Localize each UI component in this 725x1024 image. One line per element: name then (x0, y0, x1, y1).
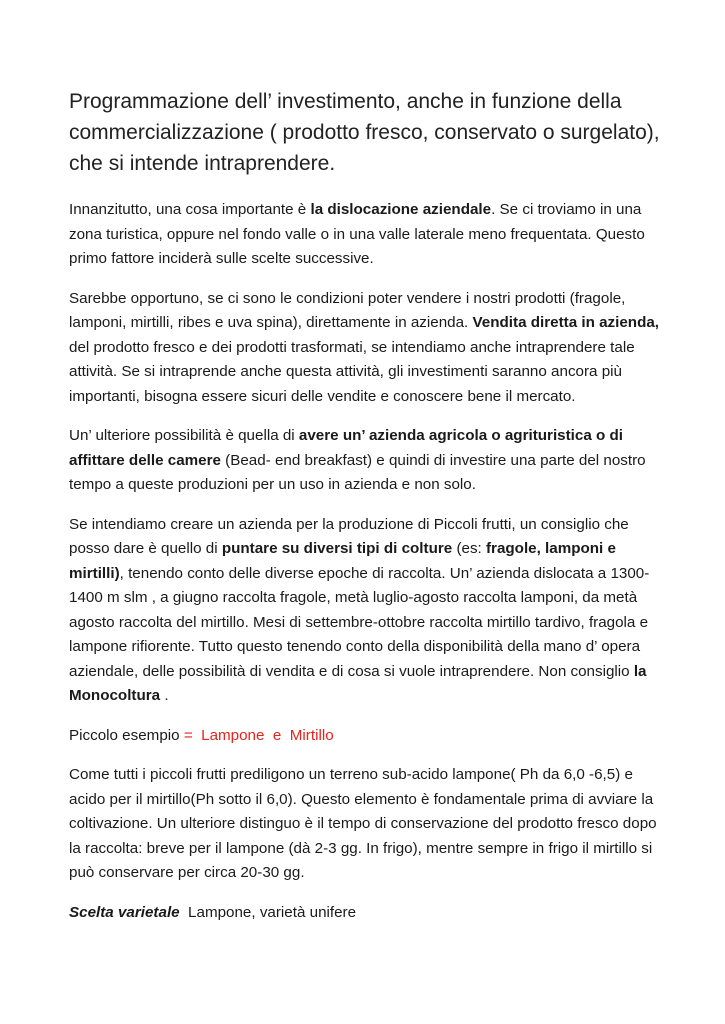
paragraph-colture (69, 513, 669, 709)
text-span: Se intendiamo creare un azienda per la produzione di Piccoli frutti, un consiglio che posso dare è quello di (69, 515, 629, 557)
bold-span: avere un’ azienda agricola o agrituristica o di affittare delle camere (69, 427, 624, 469)
bold-span: la Monocoltura (69, 662, 647, 704)
document-title: Programmazione dell’ investimento, anche in funzione della commercializzazione ( prodotto fresco, conservato o surgelato), che si intende intraprendere. (69, 90, 660, 175)
text-span: , tenendo conto delle diverse epoche di raccolta. Un’ azienda dislocata a 1300-1400 m slm , a giugno raccolta fragole, metà luglio-agosto raccolta lamponi, da metà agosto raccolta del mirtillo. Mesi di settembre-ottobre raccolta mirtillo tardivo, fragola e lampone rifiorente. Tutto questo tenendo conto della disponibilità della mano d’ opera aziendale, delle possibilità di vendita e di cosa si vuole intraprendere. Non consiglio (69, 564, 650, 680)
text-span: del prodotto fresco e dei prodotti trasformati, se intendiamo anche intraprendere tale attività. Se si intraprende anche questa attività, gli investimenti saranno ancora più importanti, bisogna essere sicuri delle vendite e conoscere bene il mercato. (69, 338, 635, 405)
bold-span: Vendita diretta in azienda, (472, 314, 660, 331)
bold-italic-span: Scelta varietale (69, 903, 180, 921)
text-span: Innanzitutto, una cosa importante è (69, 201, 311, 218)
text-span: (Bead- end breakfast) e quindi di investire una parte del nostro tempo a queste produzioni per un uso in azienda e non solo. (69, 451, 646, 493)
text-span: Lampone, varietà unifere (179, 903, 357, 921)
text-span: Piccolo esempio (69, 726, 184, 744)
highlighted-example: = Lampone e Mirtillo (183, 726, 334, 744)
paragraph-esempio (69, 724, 669, 749)
text-span: Un’ ulteriore possibilità è quella di (69, 427, 299, 444)
bold-span: fragole, lamponi e mirtilli) (69, 540, 616, 582)
text-span: Sarebbe opportuno, se ci sono le condizioni poter vendere i nostri prodotti (fragole, lamponi, mirtilli, ribes e uva spina), direttamente in azienda. (69, 289, 626, 331)
text-span: (es: (452, 540, 486, 557)
paragraph-dislocazione (69, 198, 669, 272)
paragraph-vendita-diretta (69, 287, 669, 410)
text-span: . Se ci troviamo in una zona turistica, oppure nel fondo valle o in una valle laterale meno frequentata. Questo primo fattore inciderà sulle scelte successive. (69, 201, 645, 267)
bold-span: la dislocazione aziendale (310, 201, 492, 218)
bold-span: puntare su diversi tipi di colture (221, 540, 453, 557)
paragraph-scelta-varietale (69, 901, 669, 926)
document-page (69, 86, 669, 940)
text-span: . (160, 687, 169, 704)
paragraph-terreno (69, 763, 669, 886)
paragraph-agriturismo (69, 424, 669, 498)
text-span: Come tutti i piccoli frutti prediligono un terreno sub-acido lampone( Ph da 6,0 -6,5) e acido per il mirtillo(Ph sotto il 6,0). Questo elemento è fondamentale prima di avviare la coltivazione. Un ulteriore distinguo è il tempo di conservazione del prodotto fresco dopo la raccolta: breve per il lampone (dà 2-3 gg. In frigo), mentre sempre in frigo il mirtillo si può conservare per circa 20-30 gg. (69, 766, 657, 881)
